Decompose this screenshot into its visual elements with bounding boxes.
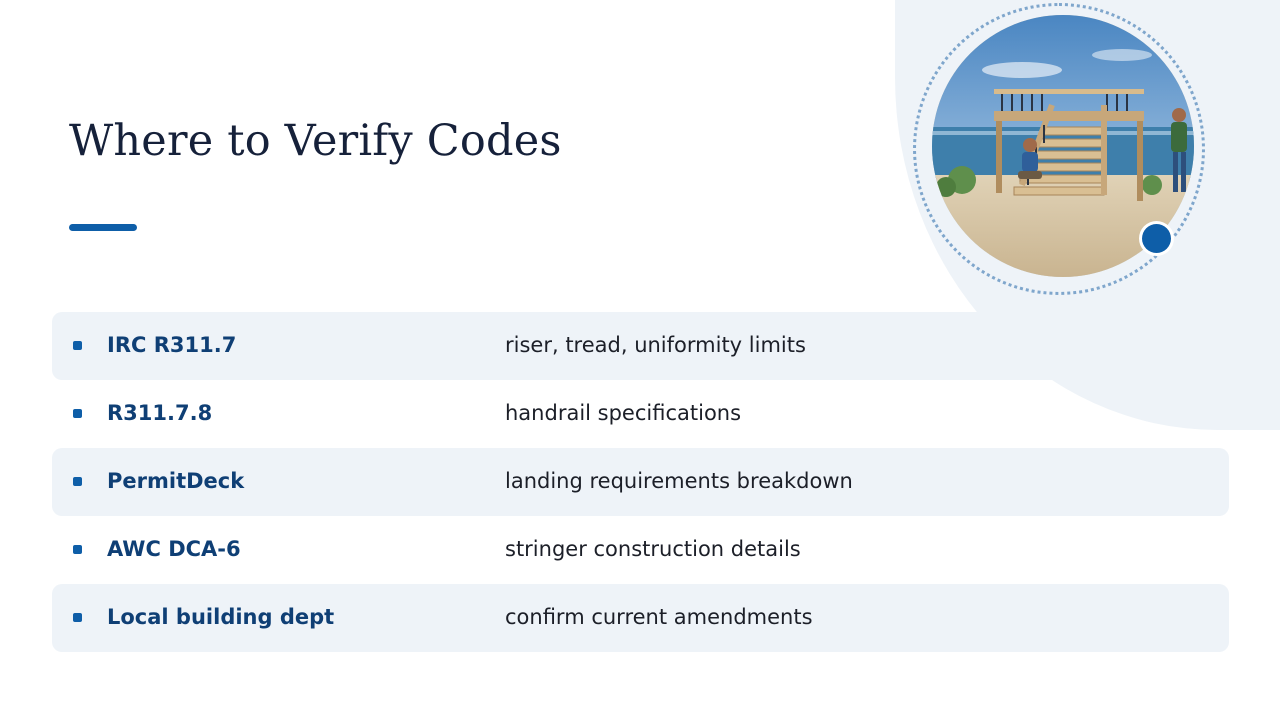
accent-dot-decoration [1142,224,1171,253]
bullet-icon [73,341,82,350]
code-description: riser, tread, uniformity limits [505,333,806,357]
code-label: AWC DCA-6 [107,537,241,561]
code-description: stringer construction details [505,537,801,561]
list-item [52,584,1229,652]
bullet-icon [73,477,82,486]
bullet-icon [73,613,82,622]
slide-title: Where to Verify Codes [69,116,562,166]
bullet-icon [73,409,82,418]
code-description: handrail specifications [505,401,742,425]
code-label: PermitDeck [107,469,245,493]
code-label: R311.7.8 [107,401,213,425]
list-item [52,380,1229,448]
code-description: confirm current amendments [505,605,813,629]
code-label: Local building dept [107,605,335,629]
bullet-icon [73,545,82,554]
list-item [52,312,1229,380]
list-item [52,448,1229,516]
code-description: landing requirements breakdown [505,469,853,493]
title-underline [69,224,137,231]
code-label: IRC R311.7 [107,333,237,357]
code-reference-list [52,312,1229,652]
list-item [52,516,1229,584]
